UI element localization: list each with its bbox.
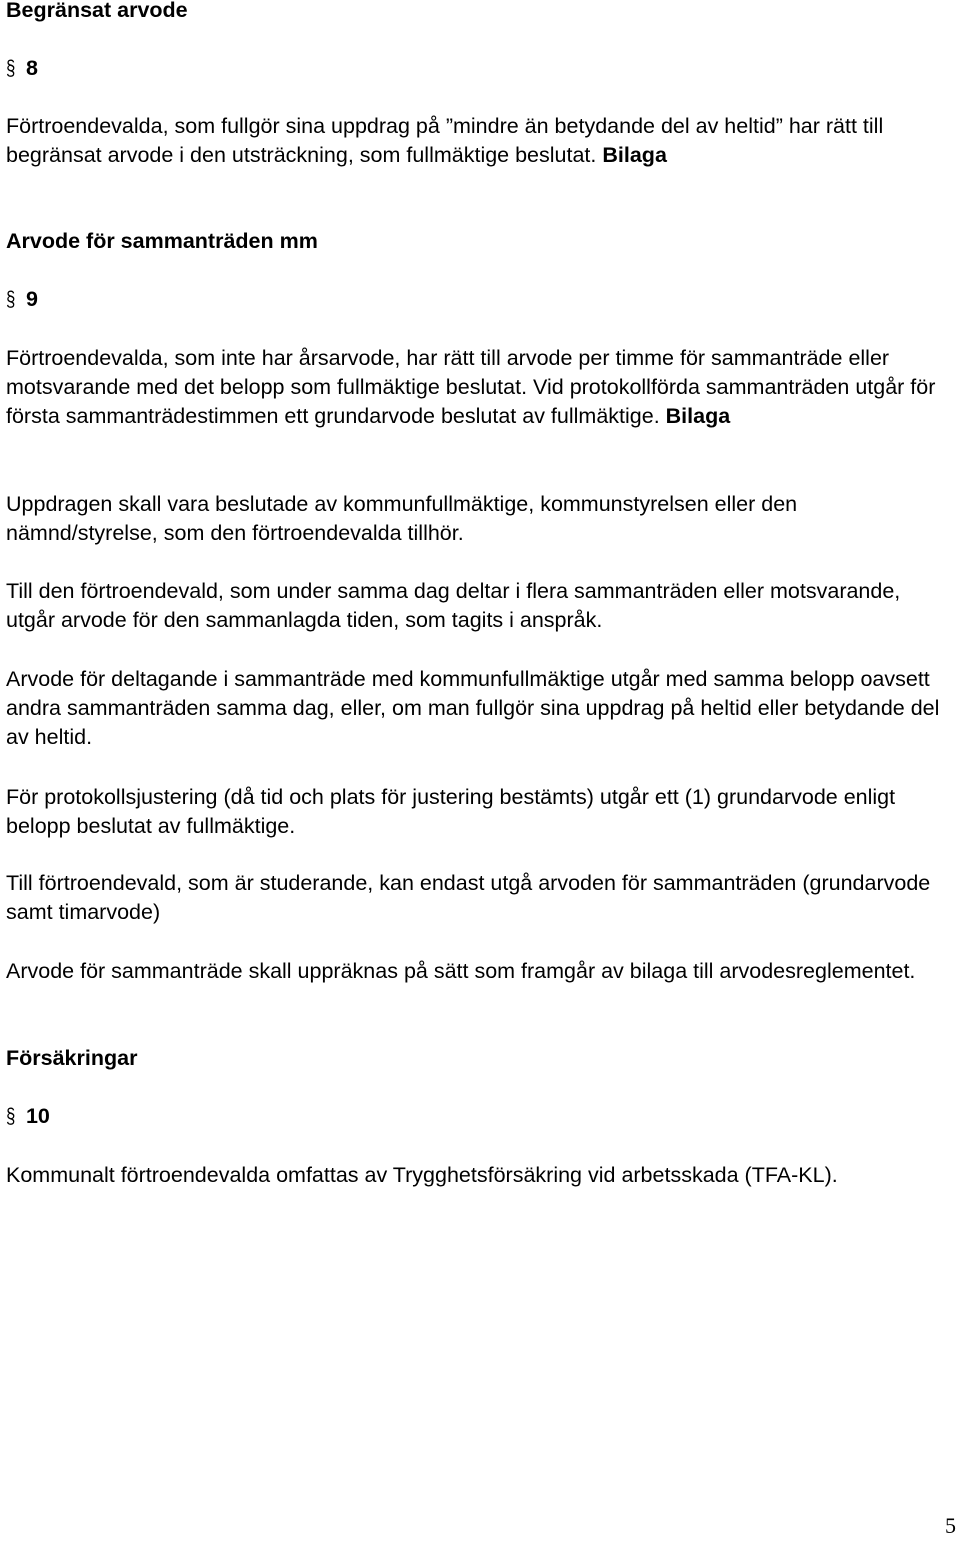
section-10-marker bbox=[6, 1102, 951, 1131]
paragraph-tfa-kl: Kommunalt förtroendevalda omfattas av Trygghetsförsäkring vid arbetsskada (TFA-KL). bbox=[6, 1163, 838, 1187]
section-9-marker bbox=[6, 285, 951, 314]
bilaga-reference: Bilaga bbox=[665, 404, 731, 428]
section-8-marker bbox=[6, 54, 951, 83]
section-number: 9 bbox=[25, 287, 38, 311]
paragraph-protokollsjustering: För protokollsjustering (då tid och plats för justering bestämts) utgår ett (1) grundarvode enligt belopp beslutat av fullmäktige. bbox=[6, 785, 896, 838]
paragraph-begransat-arvode bbox=[6, 112, 951, 170]
paragraph-text: Förtroendevalda, som fullgör sina uppdrag på ”mindre än betydande del av heltid” har rätt till begränsat arvode i den utsträckning, som fullmäktige beslutat. bbox=[6, 114, 884, 167]
paragraph-uppdragen: Uppdragen skall vara beslutade av kommunfullmäktige, kommunstyrelsen eller den nämnd/styrelse, som den förtroendevalda tillhör. bbox=[6, 492, 798, 545]
paragraph-timarvode bbox=[6, 344, 951, 431]
paragraph-kommunfullmaktige: Arvode för deltagande i sammanträde med kommunfullmäktige utgår med samma belopp oavsett andra sammanträden samma dag, eller, om man fullgör sina uppdrag på heltid eller betydande del av heltid. bbox=[6, 667, 940, 749]
bilaga-reference: Bilaga bbox=[602, 143, 667, 167]
paragraph-flera-sammantraden: Till den förtroendevald, som under samma dag deltar i flera sammanträden eller motsvarande, utgår arvode för den sammanlagda tiden, som tagits i anspråk. bbox=[6, 579, 901, 632]
section-number: 10 bbox=[25, 1104, 50, 1128]
heading-forsakringar: Försäkringar bbox=[6, 1046, 138, 1070]
heading-begransat-arvode: Begränsat arvode bbox=[6, 0, 188, 22]
heading-arvode-for-sammantraden: Arvode för sammanträden mm bbox=[6, 229, 318, 253]
paragraph-text: Förtroendevalda, som inte har årsarvode, har rätt till arvode per timme för sammanträde eller motsvarande med det belopp som fullmäktige beslutat. Vid protokollförda sammanträden utgår för första sammanträdestimmen ett grundarvode beslutat av fullmäktige. bbox=[6, 346, 936, 428]
page-number: 5 bbox=[945, 1513, 956, 1538]
section-sign: § bbox=[6, 287, 16, 311]
paragraph-upprakning: Arvode för sammanträde skall uppräknas på sätt som framgår av bilaga till arvodesreglementet. bbox=[6, 959, 916, 983]
section-number: 8 bbox=[25, 56, 38, 80]
section-sign: § bbox=[6, 1104, 16, 1128]
paragraph-studerande: Till förtroendevald, som är studerande, kan endast utgå arvoden för sammanträden (grundarvode samt timarvode) bbox=[6, 871, 931, 924]
section-sign: § bbox=[6, 56, 16, 80]
